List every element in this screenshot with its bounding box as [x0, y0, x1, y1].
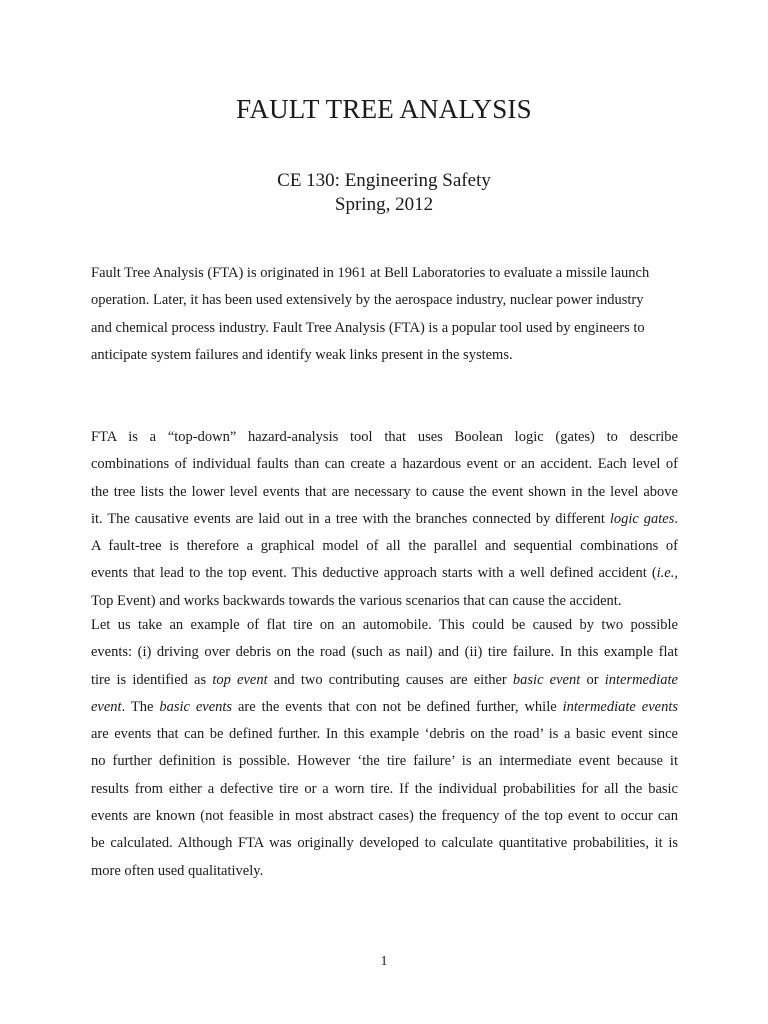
text-run: be calculated. Although FTA was originally developed to calculate quantitative probabilities, it is: [91, 835, 678, 852]
italic-term: basic event: [512, 671, 581, 688]
text-run: events: (i) driving over debris on the road (such as nail) and (ii) tire failure. In this example flat: [91, 644, 678, 661]
term: Spring, 2012: [334, 194, 434, 215]
text-run: and chemical process industry. Fault Tree Analysis (FTA) is a popular tool used by engineers to: [91, 319, 645, 336]
text-run: Fault Tree Analysis (FTA) is originated in 1961 at Bell Laboratories to evaluate a missile launch: [91, 265, 650, 281]
text-line: [91, 748, 678, 775]
course-name: CE 130: Engineering Safety: [277, 170, 491, 191]
text-run: ,: [674, 565, 678, 582]
page-number: 1: [380, 954, 388, 969]
text-run: events are known (not feasible in most abstract cases) the frequency of the top event to occur can: [91, 808, 678, 825]
text-run: events that lead to the top event. This deductive approach starts with a well defined accident (: [91, 565, 657, 582]
text-run: or: [580, 671, 605, 688]
text-line: [91, 639, 678, 666]
text-run: Let us take an example of flat tire on an automobile. This could be caused by two possible: [91, 617, 678, 633]
text-line: [91, 721, 678, 748]
text-line: [91, 451, 678, 478]
text-run: Top Event) and works backwards towards the various scenarios that can cause the accident.: [91, 592, 622, 609]
paragraph-intro: [91, 260, 678, 369]
text-run: operation. Later, it has been used extensively by the aerospace industry, nuclear power industry: [91, 292, 644, 309]
text-run: combinations of individual faults than can create a hazardous event or an accident. Each level of: [91, 456, 678, 473]
text-run: .: [674, 510, 678, 527]
text-line: [91, 667, 678, 694]
italic-term: logic gates: [609, 510, 675, 527]
italic-term: event: [91, 698, 122, 715]
text-line: [91, 533, 678, 560]
text-run: A fault-tree is therefore a graphical model of all the parallel and sequential combinations of: [91, 538, 678, 555]
text-line: [91, 260, 678, 287]
text-run: and two contributing causes are either: [267, 671, 513, 688]
text-run: anticipate system failures and identify weak links present in the systems.: [91, 346, 513, 363]
text-run: . The: [121, 698, 160, 715]
text-line: [91, 776, 678, 803]
text-line: [91, 560, 678, 587]
text-run: are the events that con not be defined further, while: [232, 698, 563, 715]
paragraph-top-down: [91, 424, 678, 615]
text-line: [91, 342, 678, 369]
text-run: FTA is a “top-down” hazard-analysis tool that uses Boolean logic (gates) to describe: [91, 429, 678, 445]
italic-term: i.e.: [656, 565, 675, 582]
text-run: more often used qualitatively.: [91, 862, 264, 879]
text-line: [91, 803, 678, 830]
text-run: the tree lists the lower level events that are necessary to cause the event shown in the level above: [91, 483, 678, 500]
text-line: [91, 479, 678, 506]
text-line: [91, 830, 678, 857]
text-line: [91, 694, 678, 721]
italic-term: basic events: [159, 698, 233, 715]
text-line: [91, 858, 678, 885]
italic-term: intermediate: [604, 671, 678, 688]
text-line: [91, 315, 678, 342]
text-run: it. The causative events are laid out in a tree with the branches connected by different: [91, 510, 610, 527]
text-line: [91, 588, 678, 615]
italic-term: top event: [212, 671, 268, 688]
text-line: [91, 506, 678, 533]
italic-term: intermediate events: [562, 698, 678, 715]
text-run: results from either a defective tire or a worn tire. If the individual probabilities for all the basic: [91, 780, 678, 797]
text-line: [91, 424, 678, 451]
text-run: are events that can be defined further. In this example ‘debris on the road’ is a basic event since: [91, 726, 678, 743]
text-run: no further definition is possible. However ‘the tire failure’ is an intermediate event because it: [91, 753, 678, 770]
paragraph-flat-tire-example: [91, 612, 678, 885]
text-run: tire is identified as: [91, 671, 213, 688]
text-line: [91, 612, 678, 639]
text-line: [91, 287, 678, 314]
document-title: FAULT TREE ANALYSIS: [236, 94, 532, 124]
